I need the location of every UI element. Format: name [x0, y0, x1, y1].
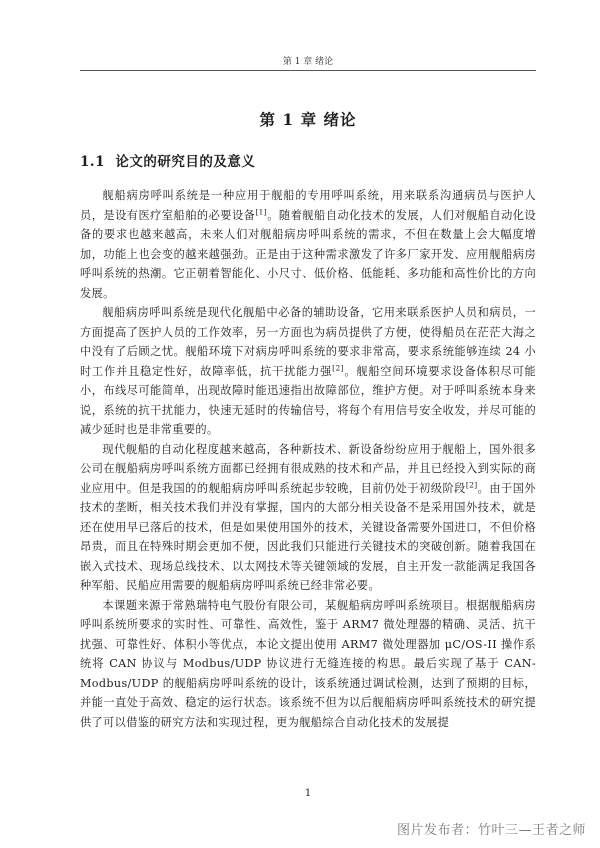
publisher-watermark: 图片发布者：竹叶三—王者之师 [396, 823, 586, 838]
section-heading [80, 150, 255, 170]
paragraph: 舰船病房呼叫系统是一种应用于舰船的专用呼叫系统，用来联系沟通病员与医护人员，是设有医疗室船舶的必要设备[1]。随着舰船自动化技术的发展，人们对舰船自动化设备的要求也越来越高，未来人们对舰船病房呼叫系统的需求，不但在数量上会大幅度增加，功能上也会变的越来越强劲。正是由于这种需求激发了许多厂家开发、应用舰船病房呼叫系统的热潮。它正朝着智能化、小尺寸、低价格、低能耗、多功能和高性价比的方向发展。 [80, 189, 536, 300]
section-number: 1.1 [80, 154, 105, 170]
paragraph: 本课题来源于常熟瑞特电气股份有限公司，某舰船病房呼叫系统项目。根据舰船病房呼叫系统所要求的实时性、可靠性、高效性，鉴于 ARM7 微处理器的精确、灵活、抗干扰强、可靠性好、体积小等优点，本论文提出使用 ARM7 微处理器加 μC/OS-II 操作系统将 CAN 协议与 Modbus/UDP 协议进行无缝连接的构思。最后实现了基于 CAN-Modbus/UDP 的舰船病房呼叫系统的设计，该系统通过调试检测，达到了预期的目标，并能一直处于高效、稳定的运行状态。该系统不但为以后舰船病房呼叫系统技术的研究提供了可以借鉴的研究方法和实现过程，更为舰船综合自动化技术的发展提 [80, 598, 536, 729]
header-divider [80, 70, 536, 71]
paragraph: 舰船病房呼叫系统是现代化舰船中必备的辅助设备，它用来联系医护人员和病员，一方面提高了医护人员的工作效率，另一方面也为病员提供了方便，使得船员在茫茫大海之中没有了后顾之忧。舰船环境下对病房呼叫系统的要求非常高，要求系统能够连续 24 小时工作并且稳定性好，故障率低，抗干扰能力强[2]。舰船空间环境要求设备体积尽可能小，布线尽可能简单，出现故障时能迅速指出故障部位，维护方便。对于呼叫系统本身来说，系统的抗干扰能力，快速无延时的传输信号，将每个有用信号安全收发，并尽可能的减少延时也是非常重要的。 [80, 306, 536, 436]
running-header: 第 1 章 绪论 [282, 57, 334, 67]
section-title: 论文的研究目的及意义 [115, 154, 256, 170]
chapter-title: 第 1 章 绪论 [259, 110, 357, 129]
page-number: 1 [304, 788, 312, 799]
paragraph: 现代舰船的自动化程度越来越高，各种新技术、新设备纷纷应用于舰船上，国外很多公司在舰船病房呼叫系统方面都已经拥有很成熟的技术和产品，并且已经投入到实际的商业应用中。但是我国的的舰船病房呼叫系统起步较晚，目前仍处于初级阶段[2]。由于国外技术的垄断，相关技术我们并没有掌握，国内的大部分相关设备不是采用国外技术，就是还在使用早已落后的技术，但是如果使用国外的技术，关键设备需要外国进口，不但价格昂贵，而且在特殊时期会更加不便，因此我们只能进行关键技术的突破创新。随着我国在嵌入式技术、现场总线技术、以太网技术等关键领域的发展，自主开发一款能满足我国各种军船、民船应用需要的舰船病房呼叫系统已经非常必要。 [80, 442, 536, 592]
citation: [1] [255, 206, 268, 216]
citation: [2] [332, 362, 344, 372]
body-text [80, 186, 536, 732]
citation: [2] [465, 479, 478, 489]
